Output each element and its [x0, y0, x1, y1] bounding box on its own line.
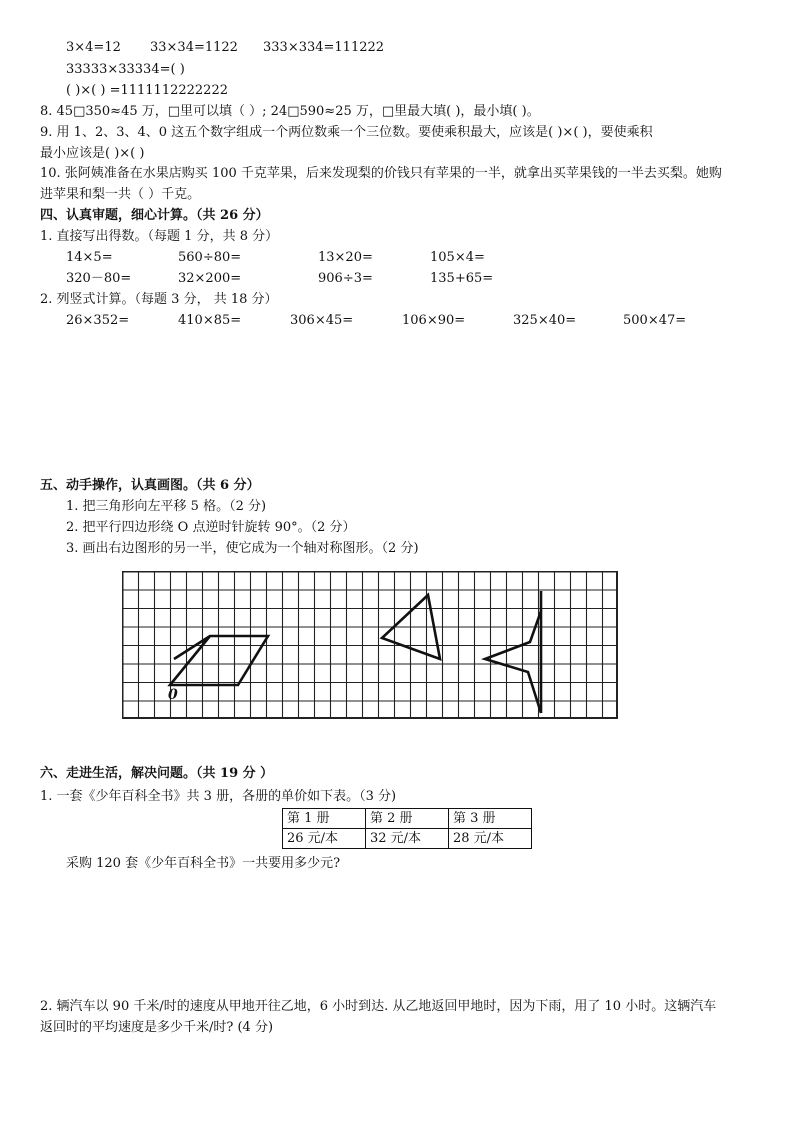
vertical-calc-item: 500×47= — [623, 313, 687, 328]
direct-calc-item: 906÷3= — [318, 271, 373, 286]
table-header-cell: 第 2 册 — [366, 809, 449, 829]
vertical-calc-item: 325×40= — [513, 313, 577, 328]
question-9-line-2: 最小应该是( )×( ) — [40, 146, 145, 161]
pattern-eq-3: 333×334=111222 — [263, 40, 385, 55]
section-4-sub-2: 2. 列竖式计算。（每题 3 分， 共 18 分） — [40, 292, 278, 307]
table-header-cell: 第 3 册 — [449, 809, 532, 829]
point-o-label: 0 — [168, 687, 178, 703]
table-row — [283, 809, 532, 829]
vertical-calc-item: 410×85= — [178, 313, 242, 328]
drawing-task-2: 2. 把平行四边形绕 O 点逆时针旋转 90°。（2 分） — [66, 520, 356, 535]
price-table — [282, 808, 532, 849]
section-6-title: 六、走进生活，解决问题。（共 19 分 ） — [40, 766, 274, 781]
question-10-line-2: 进苹果和梨一共（ ）千克。 — [40, 187, 201, 202]
direct-calc-item: 32×200= — [178, 271, 242, 286]
pattern-eq-1: 3×4=12 — [66, 40, 121, 55]
question-9-line-1: 9. 用 1、2、3、4、0 这五个数字组成一个两位数乘一个三位数。要使乘积最大，应该是( )×( )，要使乘积 — [40, 125, 653, 140]
direct-calc-item: 13×20= — [318, 250, 373, 265]
vertical-calc-item: 26×352= — [66, 313, 130, 328]
vertical-calc-item: 106×90= — [402, 313, 466, 328]
pattern-eq-4: 33333×33334=( ) — [66, 62, 185, 77]
drawing-task-3: 3. 画出右边图形的另一半，使它成为一个轴对称图形。（2 分) — [66, 541, 419, 556]
problem-2-line-1: 2. 辆汽车以 90 千米/时的速度从甲地开往乙地，6 小时到达. 从乙地返回甲地时，因为下雨，用了 10 小时。这辆汽车 — [40, 999, 717, 1014]
section-4-title: 四、认真审题，细心计算。（共 26 分） — [40, 208, 269, 223]
section-5-title: 五、动手操作，认真画图。（共 6 分） — [40, 478, 260, 493]
direct-calc-item: 320－80= — [66, 271, 132, 286]
drawing-task-1: 1. 把三角形向左平移 5 格。（2 分) — [66, 499, 267, 514]
question-10-line-1: 10. 张阿姨准备在水果店购买 100 千克苹果，后来发现梨的价钱只有苹果的一半，就拿出买苹果钱的一半去买梨。她购 — [40, 166, 722, 181]
direct-calc-item: 105×4= — [430, 250, 485, 265]
half-shape — [485, 611, 541, 713]
table-header-cell: 第 1 册 — [283, 809, 366, 829]
vertical-calc-item: 306×45= — [290, 313, 354, 328]
table-row — [283, 829, 532, 849]
problem-2-line-2: 返回时的平均速度是多少千米/时? (4 分) — [40, 1020, 274, 1035]
table-cell: 26 元/本 — [283, 829, 366, 849]
pattern-eq-2: 33×34=1122 — [150, 40, 238, 55]
direct-calc-item: 14×5= — [66, 250, 113, 265]
pattern-eq-5: ( )×( ) =1111112222222 — [66, 83, 228, 98]
section-4-sub-1: 1. 直接写出得数。（每题 1 分，共 8 分） — [40, 229, 279, 244]
problem-1-question: 采购 120 套《少年百科全书》一共要用多少元? — [66, 856, 341, 871]
problem-1: 1. 一套《少年百科全书》共 3 册，各册的单价如下表。（3 分) — [40, 789, 397, 804]
direct-calc-item: 560÷80= — [178, 250, 242, 265]
question-8: 8. 45□350≈45 万，□里可以填（ ）; 24□590≈25 万，□里最大填( )，最小填( )。 — [40, 104, 540, 119]
table-cell: 28 元/本 — [449, 829, 532, 849]
table-cell: 32 元/本 — [366, 829, 449, 849]
drawing-grid — [122, 571, 618, 727]
direct-calc-item: 135+65= — [430, 271, 494, 286]
